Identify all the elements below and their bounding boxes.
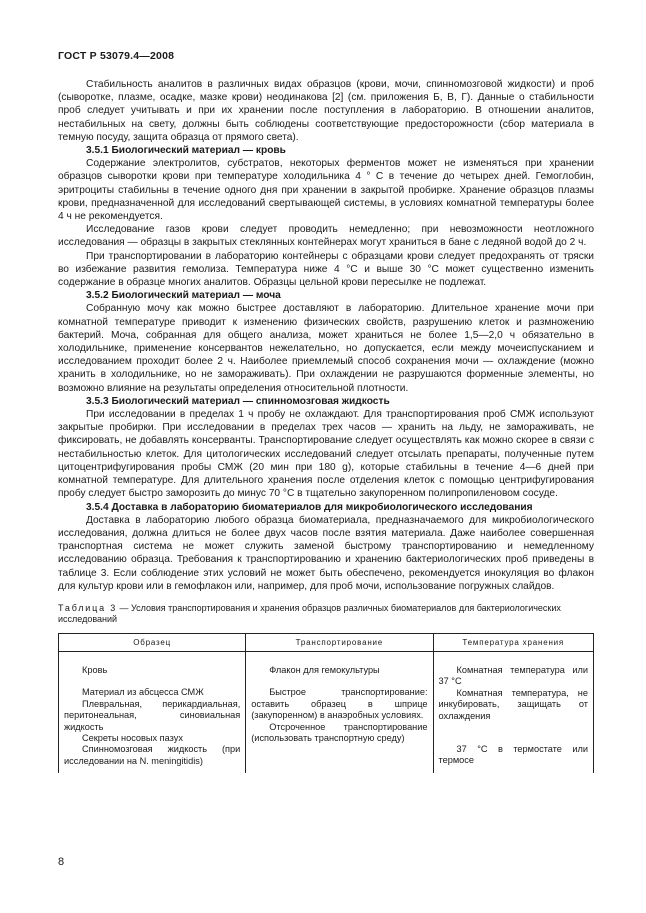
- column-header: Образец: [59, 633, 246, 651]
- column-header: Температура хранения: [433, 633, 594, 651]
- table-caption: [58, 603, 594, 625]
- cell-line: Флакон для гемокультуры: [269, 664, 380, 675]
- table-row: [59, 651, 594, 773]
- cell-line: Комнатная температура или 37 °С: [438, 664, 588, 687]
- conditions-table: [58, 633, 594, 773]
- cell-line: Быстрое транспортирование: оставить образец в шприце (закупоренном) в анаэробных условиях.: [251, 687, 428, 721]
- cell-line: Материал из абсцесса СМЖ: [82, 687, 204, 698]
- paragraph: Доставка в лабораторию любого образца биоматериала, предназначаемого для микробиологического исследования, должна длиться не более двух часов после взятия материала. Даже наиболее совершенная транспортная система не может служить заменой быстрому транспортированию и немедленному исследованию образца. Требования к транспортированию и хранению бактериологических проб приведены в таблице 3. Если соблюдение этих условий не может быть обеспечено, рекомендуется инокуляция во флакон для культур крови или в гемофлакон или, например, для проб мочи, использование погружных слайдов.: [58, 514, 594, 592]
- cell-line: Плевральная, перикардиальная, перитонеальная, синовиальная жидкость: [64, 698, 241, 732]
- table-caption-text: — Условия транспортирования и хранения образцов различных биоматериалов для бактериологических исследований: [58, 602, 561, 624]
- section-heading: 3.5.3 Биологический материал — спинномозговая жидкость: [86, 395, 390, 407]
- cell-line: Отсроченное транспортирование (использовать транспортную среду): [251, 721, 428, 743]
- section-heading: 3.5.4 Доставка в лабораторию биоматериалов для микробиологического исследования: [86, 501, 533, 513]
- paragraph: Содержание электролитов, субстратов, некоторых ферментов может не изменяться при хранении образцов сыворотки крови при температуре холодильника 4 ° С в течение до четырех дней. Гемоглобин, эритроциты стабильны в течение одного дня при хранении в закрытой пробирке. Хранение образцов плазмы крови, предназначенной для исследований свертывающей системы, в условиях комнатной температуры более 4 ч не рекомендуется.: [58, 158, 594, 223]
- table-caption-label: Таблица 3: [58, 602, 117, 613]
- cell-line: 37 °С в термостате или термосе: [438, 743, 588, 766]
- cell-line: Спинномозговая жидкость (при исследовании на N. meningitidis): [64, 744, 241, 766]
- document-header: ГОСТ Р 53079.4—2008: [58, 50, 175, 62]
- paragraph: Исследование газов крови следует проводить немедленно; при невозможности неотложного исследования — образцы в закрытых стеклянных контейнерах могут храниться в бане с ледяной водой до 2 ч.: [58, 224, 594, 249]
- column-header: Транспортирование: [246, 633, 433, 651]
- cell-line: Секреты носовых пазух: [82, 732, 183, 743]
- document-body: [58, 78, 594, 773]
- paragraph: Стабильность аналитов в различных видах образцов (крови, мочи, спинномозговой жидкости) и проб (сыворотке, плазме, осадке, мазке крови) неодинакова [2] (см. приложения Б, В, Г). Данные о стабильности проб следует учитывать и при их хранении после поступления в лабораторию. В отношении аналитов, нестабильных на свету, должны быть соблюдены соответствующие предосторожности (сбор материала в темную посуду, защита образца от прямого света).: [58, 79, 594, 143]
- section-heading: 3.5.2 Биологический материал — моча: [86, 290, 281, 302]
- paragraph: При транспортировании в лабораторию контейнеры с образцами крови следует предохранять от тряски во избежание развития гемолиза. Температура ниже 4 °С и выше 30 °С может существенно изменить содержание в образце многих аналитов. Образцы цельной крови пересылке не подлежат.: [58, 250, 594, 289]
- table-cell-sample: [59, 651, 246, 773]
- cell-line: Кровь: [82, 664, 108, 675]
- cell-line: Комнатная температура, не инкубировать, защищать от охлаждения: [438, 687, 588, 721]
- page-number: 8: [58, 856, 65, 868]
- paragraph: Собранную мочу как можно быстрее доставляют в лабораторию. Длительное хранение мочи при комнатной температуре приводит к изменению физических свойств, разрушению клеток и размножению бактерий. Моча, собранная для общего анализа, может храниться не более 1,5—2,0 ч обязательно в холодильнике, применение консервантов нежелательно, но допускается, если между мочеиспусканием и исследованием проходит более 2 ч. Наиболее приемлемый способ сохранения мочи — охлаждение (можно хранить в холодильнике, но не замораживать). При охлаждении не разрушаются форменные элементы, но возможно влияние на результаты определения относительной плотности.: [58, 303, 594, 394]
- section-heading: 3.5.1 Биологический материал — кровь: [86, 145, 286, 157]
- table-header-row: [59, 633, 594, 651]
- table-cell-temperature: [433, 651, 594, 773]
- paragraph: При исследовании в пределах 1 ч пробу не охлаждают. Для транспортирования проб СМЖ используют закрытые пробирки. При исследовании в пределах трех часов — хранить на льду, не замораживать, не фиксировать, не добавлять консерванты. Транспортирование следует осуществлять как можно скорее в связи с нестабильностью клеток. Для цитологических исследований следует отсылать препараты, полученные путем цитоцентрифугирования пробы СМЖ (20 мин при 180 g), которые стабильны в течение 4—6 дней при комнатной температуре. Для длительного хранения после отделения клеток с помощью центрифугирования пробу следует быстро заморозить до минус 70 °С в тщательно закупоренном полипропиленовом сосуде.: [58, 409, 594, 500]
- table-cell-transport: [246, 651, 433, 773]
